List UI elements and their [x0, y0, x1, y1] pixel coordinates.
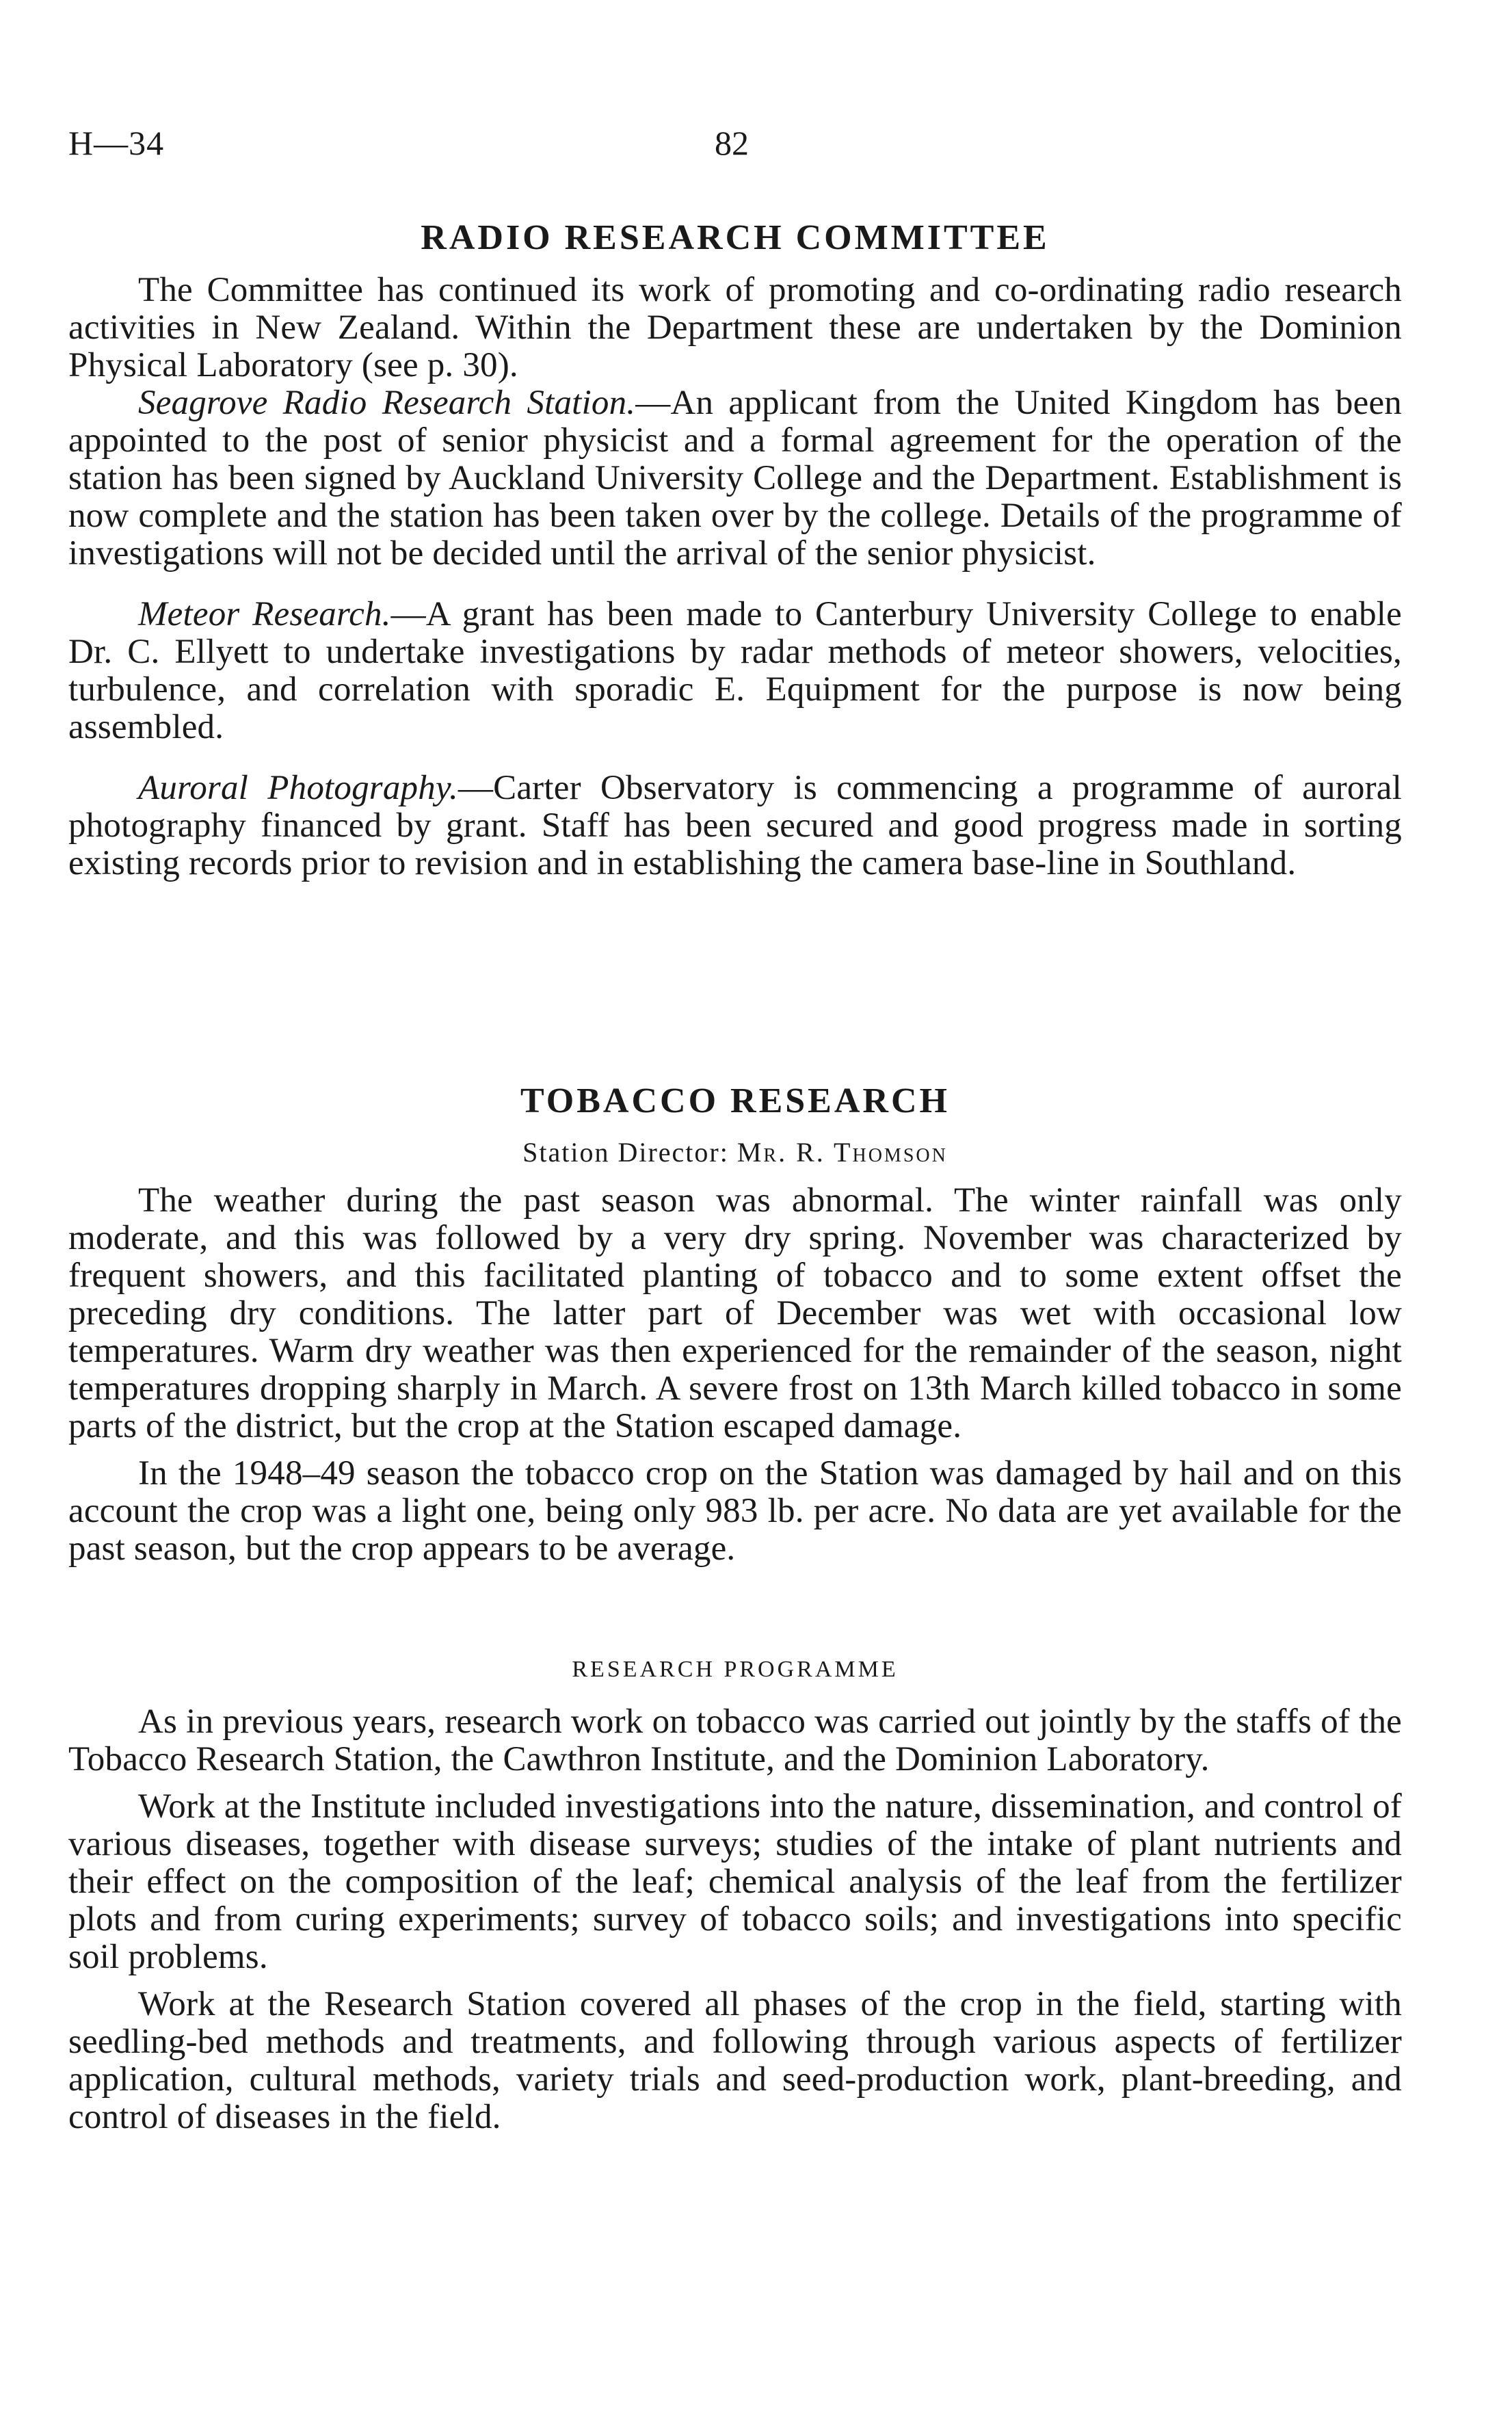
radio-section: [68, 218, 1402, 882]
auroral-text: —Carter Observatory is commencing a programme of auroral photography financed by grant. Staff has been secured and good progress made in sorting existing records prior to revision and in establishing the camera base-line in Southland.: [68, 769, 1402, 882]
seagrove-paragraph: [68, 384, 1402, 573]
auroral-lead: Auroral Photography.: [138, 769, 458, 807]
document-reference: H—34: [68, 124, 165, 162]
radio-intro-paragraph: The Committee has continued its work of promoting and co-ordinating radio research activities in New Zealand. Within the Department these are undertaken by the Dominion Physical Laboratory (see p. 30).: [68, 271, 1402, 384]
auroral-paragraph: [68, 770, 1402, 882]
station-work-paragraph: Work at the Research Station covered all phases of the crop in the field, starting with seedling-bed methods and treatments, and following through various aspects of fertilizer application, cultural methods, variety trials and seed-production work, plant-breeding, and control of diseases in the field.: [68, 1985, 1402, 2136]
weather-paragraph: The weather during the past season was abnormal. The winter rainfall was only moderate, and this was followed by a very dry spring. November was characterized by frequent showers, and this facilitated planting of tobacco and to some extent offset the preceding dry conditions. The latter part of December was wet with occasional low temperatures. Warm dry weather was then experienced for the remainder of the season, night temperatures dropping sharply in March. A severe frost on 13th March killed tobacco in some parts of the district, but the crop at the Station escaped damage.: [68, 1181, 1402, 1445]
tobacco-section: [68, 1081, 1402, 2136]
institute-work-paragraph: Work at the Institute included investigations into the nature, dissemination, and control of various diseases, together with disease surveys; studies of the intake of plant nutrients and their effect on the composition of the leaf; chemical analysis of the leaf from the fertilizer plots and from curing experiments; survey of tobacco soils; and investigations into specific soil problems.: [68, 1787, 1402, 1976]
director-name: Mr. R. Thomson: [737, 1137, 948, 1168]
meteor-text: —A grant has been made to Canterbury University College to enable Dr. C. Ellyett to undertake investigations by radar methods of meteor showers, velocities, turbulence, and correlation with sporadic E. Equipment for the purpose is now being assembled.: [68, 595, 1403, 746]
programme-intro-paragraph: As in previous years, research work on tobacco was carried out jointly by the staffs of the Tobacco Research Station, the Cawthron Institute, and the Dominion Laboratory.: [68, 1703, 1402, 1778]
page-number: 82: [715, 124, 749, 162]
station-director-line: [68, 1136, 1402, 1168]
research-programme-heading: RESEARCH PROGRAMME: [572, 1657, 899, 1682]
crop-paragraph: In the 1948–49 season the tobacco crop on the Station was damaged by hail and on this account the crop was a light one, being only 983 lb. per acre. No data are yet available for the past season, but the crop appears to be average.: [68, 1454, 1402, 1568]
director-label: Station Director:: [522, 1137, 729, 1168]
seagrove-text: —An applicant from the United Kingdom has been appointed to the post of senior physicist and a formal agreement for the operation of the station has been signed by Auckland University College and the Department. Establishment is now complete and the station has been taken over by the college. Details of the programme of investigations will not be decided until the arrival of the senior physicist.: [68, 384, 1402, 573]
seagrove-lead: Seagrove Radio Research Station.: [138, 384, 636, 422]
section-title-tobacco: TOBACCO RESEARCH: [520, 1081, 950, 1120]
section-title-radio: RADIO RESEARCH COMMITTEE: [421, 218, 1050, 257]
meteor-lead: Meteor Research.: [138, 595, 391, 633]
meteor-paragraph: [68, 596, 1402, 746]
